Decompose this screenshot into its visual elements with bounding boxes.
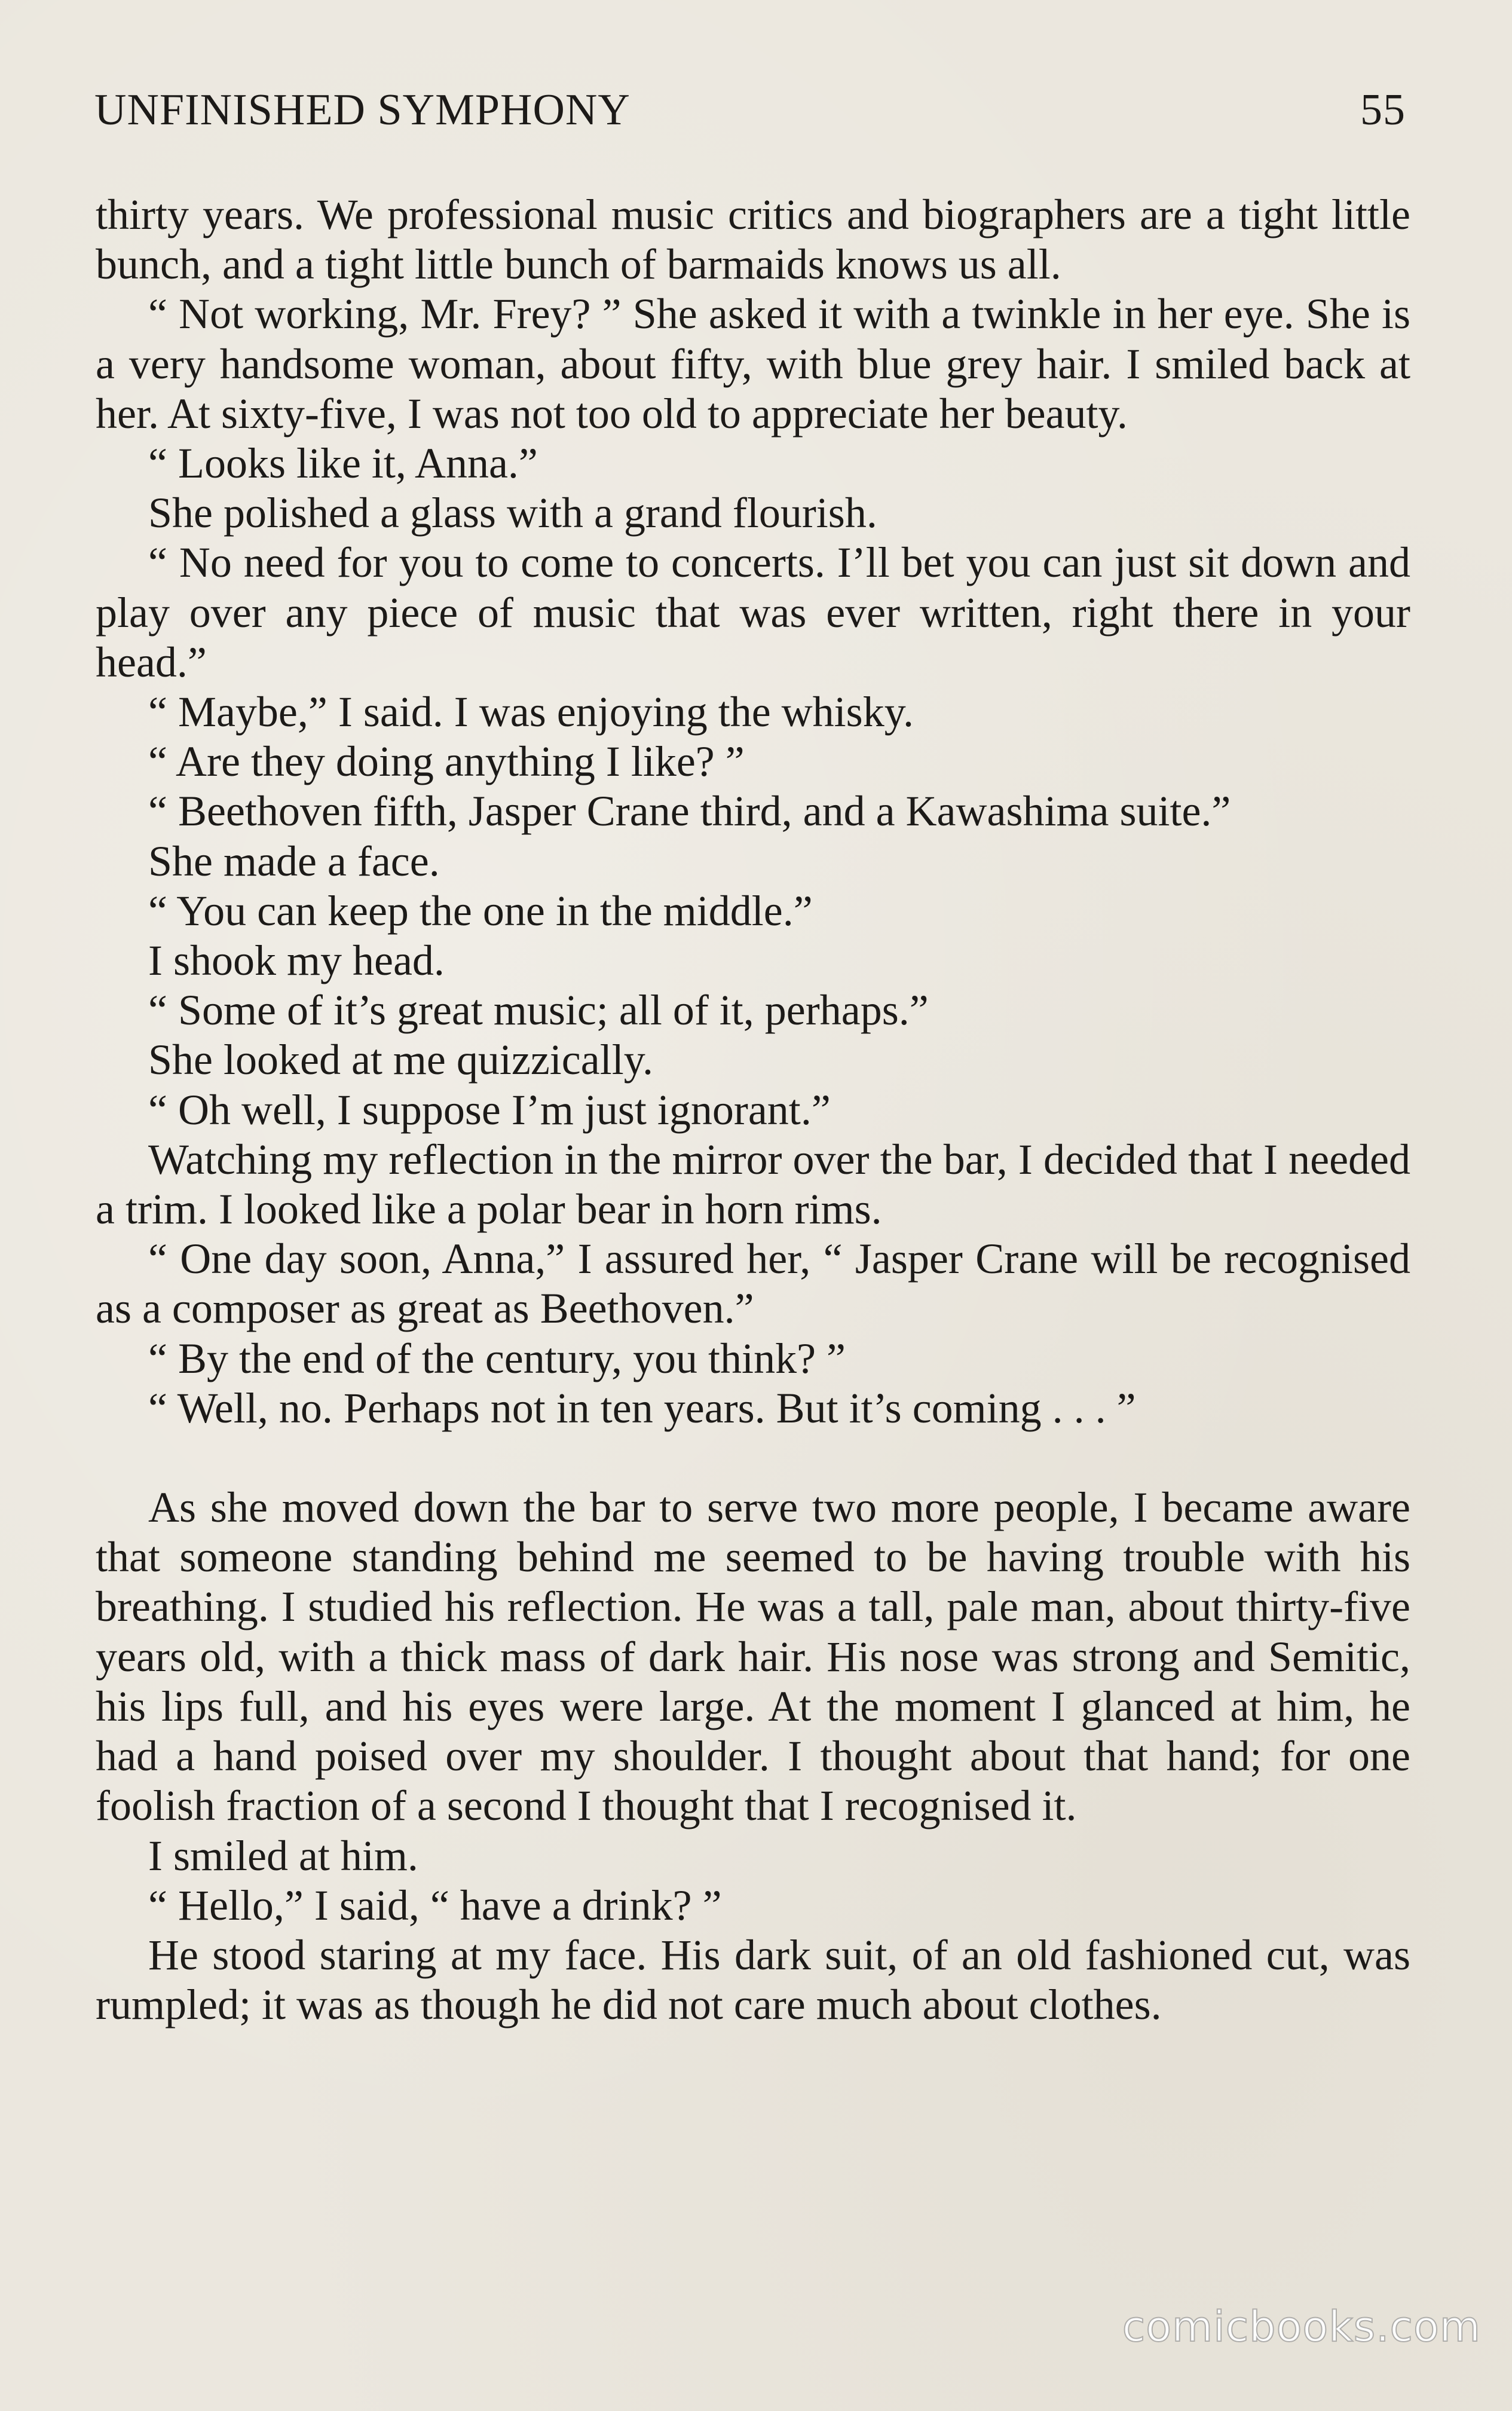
paragraph: thirty years. We professional music critics and biographers are a tight little bunch, and a tight little bunch of barmaids knows us all. xyxy=(96,191,1410,289)
paragraph: “ Oh well, I suppose I’m just ignorant.” xyxy=(148,1085,831,1134)
paragraph: I smiled at him. xyxy=(148,1831,418,1880)
paragraph: “ One day soon, Anna,” I assured her, “ Jasper Crane will be recognised as a composer as great as Beethoven.” xyxy=(96,1235,1410,1333)
paragraph: Watching my reflection in the mirror over the bar, I decided that I needed a trim. I looked like a polar bear in horn rims. xyxy=(96,1135,1410,1234)
paragraph: “ Well, no. Perhaps not in ten years. But it’s coming . . . ” xyxy=(148,1384,1136,1432)
paragraph: “ No need for you to come to concerts. I’ll bet you can just sit down and play over any piece of music that was ever written, right there in your head.” xyxy=(96,539,1410,686)
paragraph: “ Looks like it, Anna.” xyxy=(148,439,538,488)
paragraph: She looked at me quizzically. xyxy=(148,1036,654,1084)
paragraph: “ Hello,” I said, “ have a drink? ” xyxy=(148,1881,722,1929)
paragraph: “ You can keep the one in the middle.” xyxy=(148,886,813,935)
page-number: 55 xyxy=(1360,85,1406,134)
paragraph: “ By the end of the century, you think? ” xyxy=(148,1334,846,1382)
paragraph: “ Are they doing anything I like? ” xyxy=(148,738,745,786)
paragraph: “ Not working, Mr. Frey? ” She asked it with a twinkle in her eye. She is a very handsome woman, about fifty, with blue grey hair. I smiled back at her. At sixty-five, I was not too old to appreciate her beauty. xyxy=(96,290,1410,437)
paragraph: She polished a glass with a grand flourish. xyxy=(148,489,877,537)
paragraph: “ Some of it’s great music; all of it, perhaps.” xyxy=(148,986,929,1035)
paragraph: He stood staring at my face. His dark suit, of an old fashioned cut, was rumpled; it was as though he did not care much about clothes. xyxy=(96,1930,1410,2029)
paragraph: “ Maybe,” I said. I was enjoying the whisky. xyxy=(148,688,914,736)
section-break xyxy=(96,1433,1410,1483)
paragraph: She made a face. xyxy=(148,837,440,885)
paragraph: I shook my head. xyxy=(148,937,445,985)
paragraph: As she moved down the bar to serve two more people, I became aware that someone standing behind me seemed to be having trouble with his breathing. I studied his reflection. He was a tall, pale man, about thirty-five years old, with a thick mass of dark hair. His nose was strong and Semitic, his lips full, and his eyes were large. At the moment I glanced at him, he had a hand poised over my shoulder. I thought about that hand; for one foolish fraction of a second I thought that I recognised it. xyxy=(96,1483,1410,1830)
body-text xyxy=(96,190,1410,2030)
running-head xyxy=(94,85,1406,139)
running-title: UNFINISHED SYMPHONY xyxy=(94,85,630,134)
paragraph: “ Beethoven fifth, Jasper Crane third, and a Kawashima suite.” xyxy=(148,787,1231,836)
watermark-logo: comicbooks.com xyxy=(1122,2302,1481,2351)
